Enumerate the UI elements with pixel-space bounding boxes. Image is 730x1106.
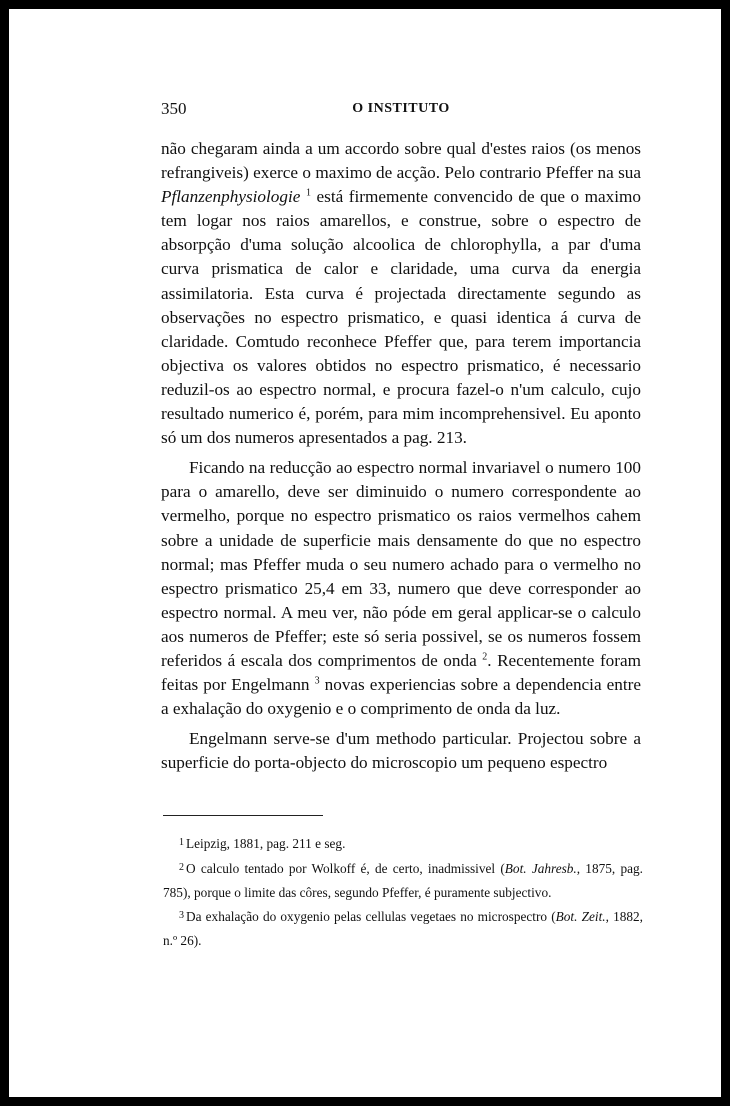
footnote <box>163 831 643 856</box>
footnote-reference: 1 <box>305 187 311 199</box>
text-run: Engelmann serve-se d'um methodo particular. Projectou sobre a superficie do porta-objecto do microscopio um pequeno espectro <box>161 729 641 773</box>
footnote-mark: 3 <box>179 910 184 922</box>
page-header <box>161 99 641 119</box>
italic-text: Bot. Jahresb. <box>504 860 577 876</box>
text-run: O calculo tentado por Wolkoff é, de certo, inadmissivel ( <box>186 860 505 876</box>
text-run: novas experiencias sobre a dependencia entre a exhalação do oxygenio e o comprimento de onda da luz. <box>161 675 641 719</box>
text-run: Da exhalação do oxygenio pelas cellulas vegetaes no microspectro ( <box>186 909 556 925</box>
footnotes <box>163 831 643 953</box>
body-text <box>161 137 641 775</box>
running-title: O INSTITUTO <box>352 101 450 116</box>
paragraph <box>161 456 641 721</box>
paragraph <box>161 137 641 450</box>
paragraph <box>161 727 641 775</box>
text-run: , 1875, pag. 785), porque o limite das côres, segundo Pfeffer, é puramente subjectivo. <box>163 860 643 900</box>
footnote <box>163 856 643 905</box>
text-run: Ficando na reducção ao espectro normal invariavel o numero 100 para o amarello, deve ser diminuido o numero correspondente ao vermelho, porque no espectro prismatico os raios vermelhos cahem sobre a unidade de superficie mais densamente do que no espectro normal; mas Pfeffer muda o seu numero achado para o vermelho no espectro prismatico 25,4 em 33, numero que deve corresponder ao espectro normal. A meu ver, não póde em geral applicar-se o calculo aos numeros de Pfeffer; este só seria possivel, se os numeros fossem referidos á escala dos comprimentos de onda <box>161 458 641 670</box>
italic-text: Pflanzenphysiologie <box>161 187 301 207</box>
footnote-divider <box>163 815 323 816</box>
text-run: está firmemente convencido de que o maximo tem logar nos raios amarellos, e construe, sobre o espectro de absorpção d'uma solução alcoolica de chlorophylla, a par d'uma curva prismatica de calor e claridade, uma curva da energia assimilatoria. Esta curva é projectada directamente segundo as observações no espectro prismatico, e quasi identica á curva de claridade. Comtudo reconhece Pfeffer que, para terem importancia objectiva os valores obtidos no espectro prismatico, é necessario reduzil-os ao espectro normal, e procura fazel-o n'um calculo, cujo resultado numerico é, porém, para mim incomprehensivel. Eu aponto só um dos numeros apresentados a pag. 213. <box>161 187 641 448</box>
text-run: , 1882, n.º 26). <box>163 909 643 949</box>
page-number: 350 <box>161 99 187 118</box>
italic-text: Bot. Zeit. <box>555 909 606 925</box>
text-run: não chegaram ainda a um accordo sobre qual d'estes raios (os menos refrangiveis) exerce o maximo de acção. Pelo contrario Pfeffer na sua <box>161 139 641 183</box>
text-run: Leipzig, 1881, pag. 211 e seg. <box>186 836 346 851</box>
footnote-mark: 2 <box>179 861 184 873</box>
book-page <box>9 9 721 1097</box>
footnote-mark: 1 <box>179 837 184 848</box>
text-run: . Recentemente foram feitas por Engelmann <box>161 650 641 695</box>
footnote-reference: 2 <box>482 651 488 663</box>
footnote-reference: 3 <box>314 675 320 687</box>
footnote <box>163 904 643 953</box>
